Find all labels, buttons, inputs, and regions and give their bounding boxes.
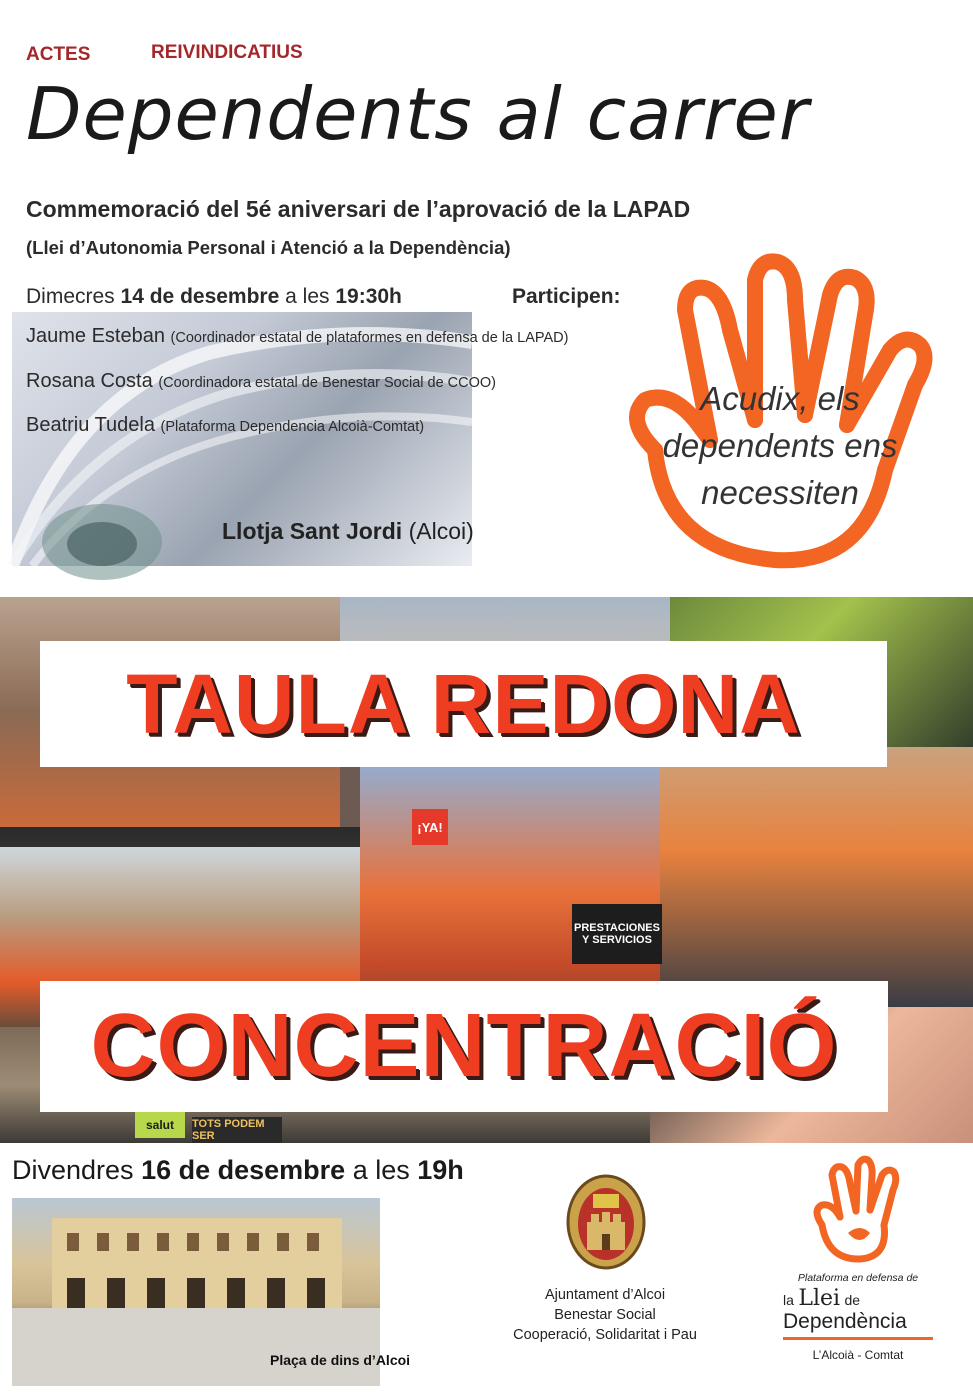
slogan-line-3: necessiten bbox=[701, 474, 859, 511]
participant-role: (Coordinador estatal de plataformes en defensa de la LAPAD) bbox=[170, 330, 569, 346]
platform-tagline: Plataforma en defensa de bbox=[797, 1272, 919, 1284]
ajuntament-line-3: Cooperació, Solidaritat i Pau bbox=[513, 1327, 697, 1343]
participant-name: Jaume Esteban bbox=[26, 325, 165, 347]
banner-taula-redona bbox=[40, 641, 887, 767]
participant-role: (Coordinadora estatal de Benestar Social de CCOO) bbox=[158, 375, 497, 391]
sign-salut: salut bbox=[135, 1112, 185, 1138]
banner-taula-redona-text: TAULA REDONA bbox=[126, 656, 801, 751]
subtitle-law: (Llei d’Autonomia Personal i Atenció a la Dependència) bbox=[26, 237, 511, 258]
event2-at: a les bbox=[352, 1155, 410, 1185]
event2-day: Divendres bbox=[12, 1155, 134, 1185]
sign-ya: ¡YA! bbox=[412, 809, 448, 845]
participant-name: Beatriu Tudela bbox=[26, 414, 155, 436]
participant-2 bbox=[26, 370, 496, 393]
event1-day: Dimecres bbox=[26, 285, 115, 308]
event2-date-value: 16 de desembre bbox=[141, 1155, 346, 1185]
sign-tots-podem: TOTS PODEM SER bbox=[192, 1117, 282, 1143]
participant-role: (Plataforma Dependencia Alcoià-Comtat) bbox=[160, 419, 425, 435]
venue-city: (Alcoi) bbox=[408, 518, 474, 544]
platform-llei: Llei bbox=[798, 1286, 841, 1311]
event1-date bbox=[26, 285, 402, 309]
collage-photo-wheelchairs bbox=[660, 747, 973, 1007]
kicker-reivindicatius: REIVINDICATIUS bbox=[151, 42, 303, 63]
event2-date bbox=[12, 1155, 464, 1186]
event1-at: a les bbox=[285, 285, 330, 308]
banner-concentracio bbox=[40, 981, 888, 1112]
event2-time: 19h bbox=[417, 1155, 464, 1185]
platform-region: L’Alcoià - Comtat bbox=[812, 1348, 904, 1362]
participant-name: Rosana Costa bbox=[26, 370, 153, 392]
banner-concentracio-text: CONCENTRACIÓ bbox=[90, 996, 838, 1096]
plaza-photo bbox=[12, 1198, 411, 1386]
hand-slogan bbox=[620, 375, 940, 516]
platform-divider bbox=[783, 1337, 933, 1340]
platform-la: la bbox=[783, 1292, 794, 1308]
platform-dependencia: Dependència bbox=[783, 1310, 907, 1333]
protest-collage bbox=[0, 597, 973, 1143]
ajuntament-line-2: Benestar Social bbox=[554, 1307, 656, 1323]
plaza-caption: Plaça de dins d’Alcoi bbox=[270, 1352, 411, 1368]
participant-3 bbox=[26, 414, 424, 437]
participants-label: Participen: bbox=[512, 285, 621, 308]
subtitle: Commemoració del 5é aniversari de l’aprovació de la LAPAD bbox=[26, 196, 691, 222]
page-title: Dependents al carrer bbox=[26, 72, 810, 156]
coat-of-arms-icon bbox=[565, 1172, 647, 1272]
kicker-actes: ACTES bbox=[26, 44, 91, 65]
platform-name bbox=[783, 1286, 860, 1311]
ajuntament-line-1: Ajuntament d’Alcoi bbox=[544, 1287, 666, 1303]
event1-date-value: 14 de desembre bbox=[120, 285, 280, 308]
venue-name: Llotja Sant Jordi bbox=[222, 518, 403, 544]
ajuntament-text bbox=[490, 1285, 720, 1345]
platform-hand-icon bbox=[810, 1155, 910, 1265]
platform-de: de bbox=[844, 1292, 861, 1308]
slogan-line-1: Acudix, els bbox=[700, 380, 860, 417]
sign-prestaciones: PRESTACIONES Y SERVICIOS bbox=[572, 904, 662, 964]
participant-1 bbox=[26, 325, 568, 348]
event1-time: 19:30h bbox=[335, 285, 402, 308]
slogan-line-2: dependents ens bbox=[662, 427, 898, 464]
event1-venue bbox=[222, 518, 474, 545]
